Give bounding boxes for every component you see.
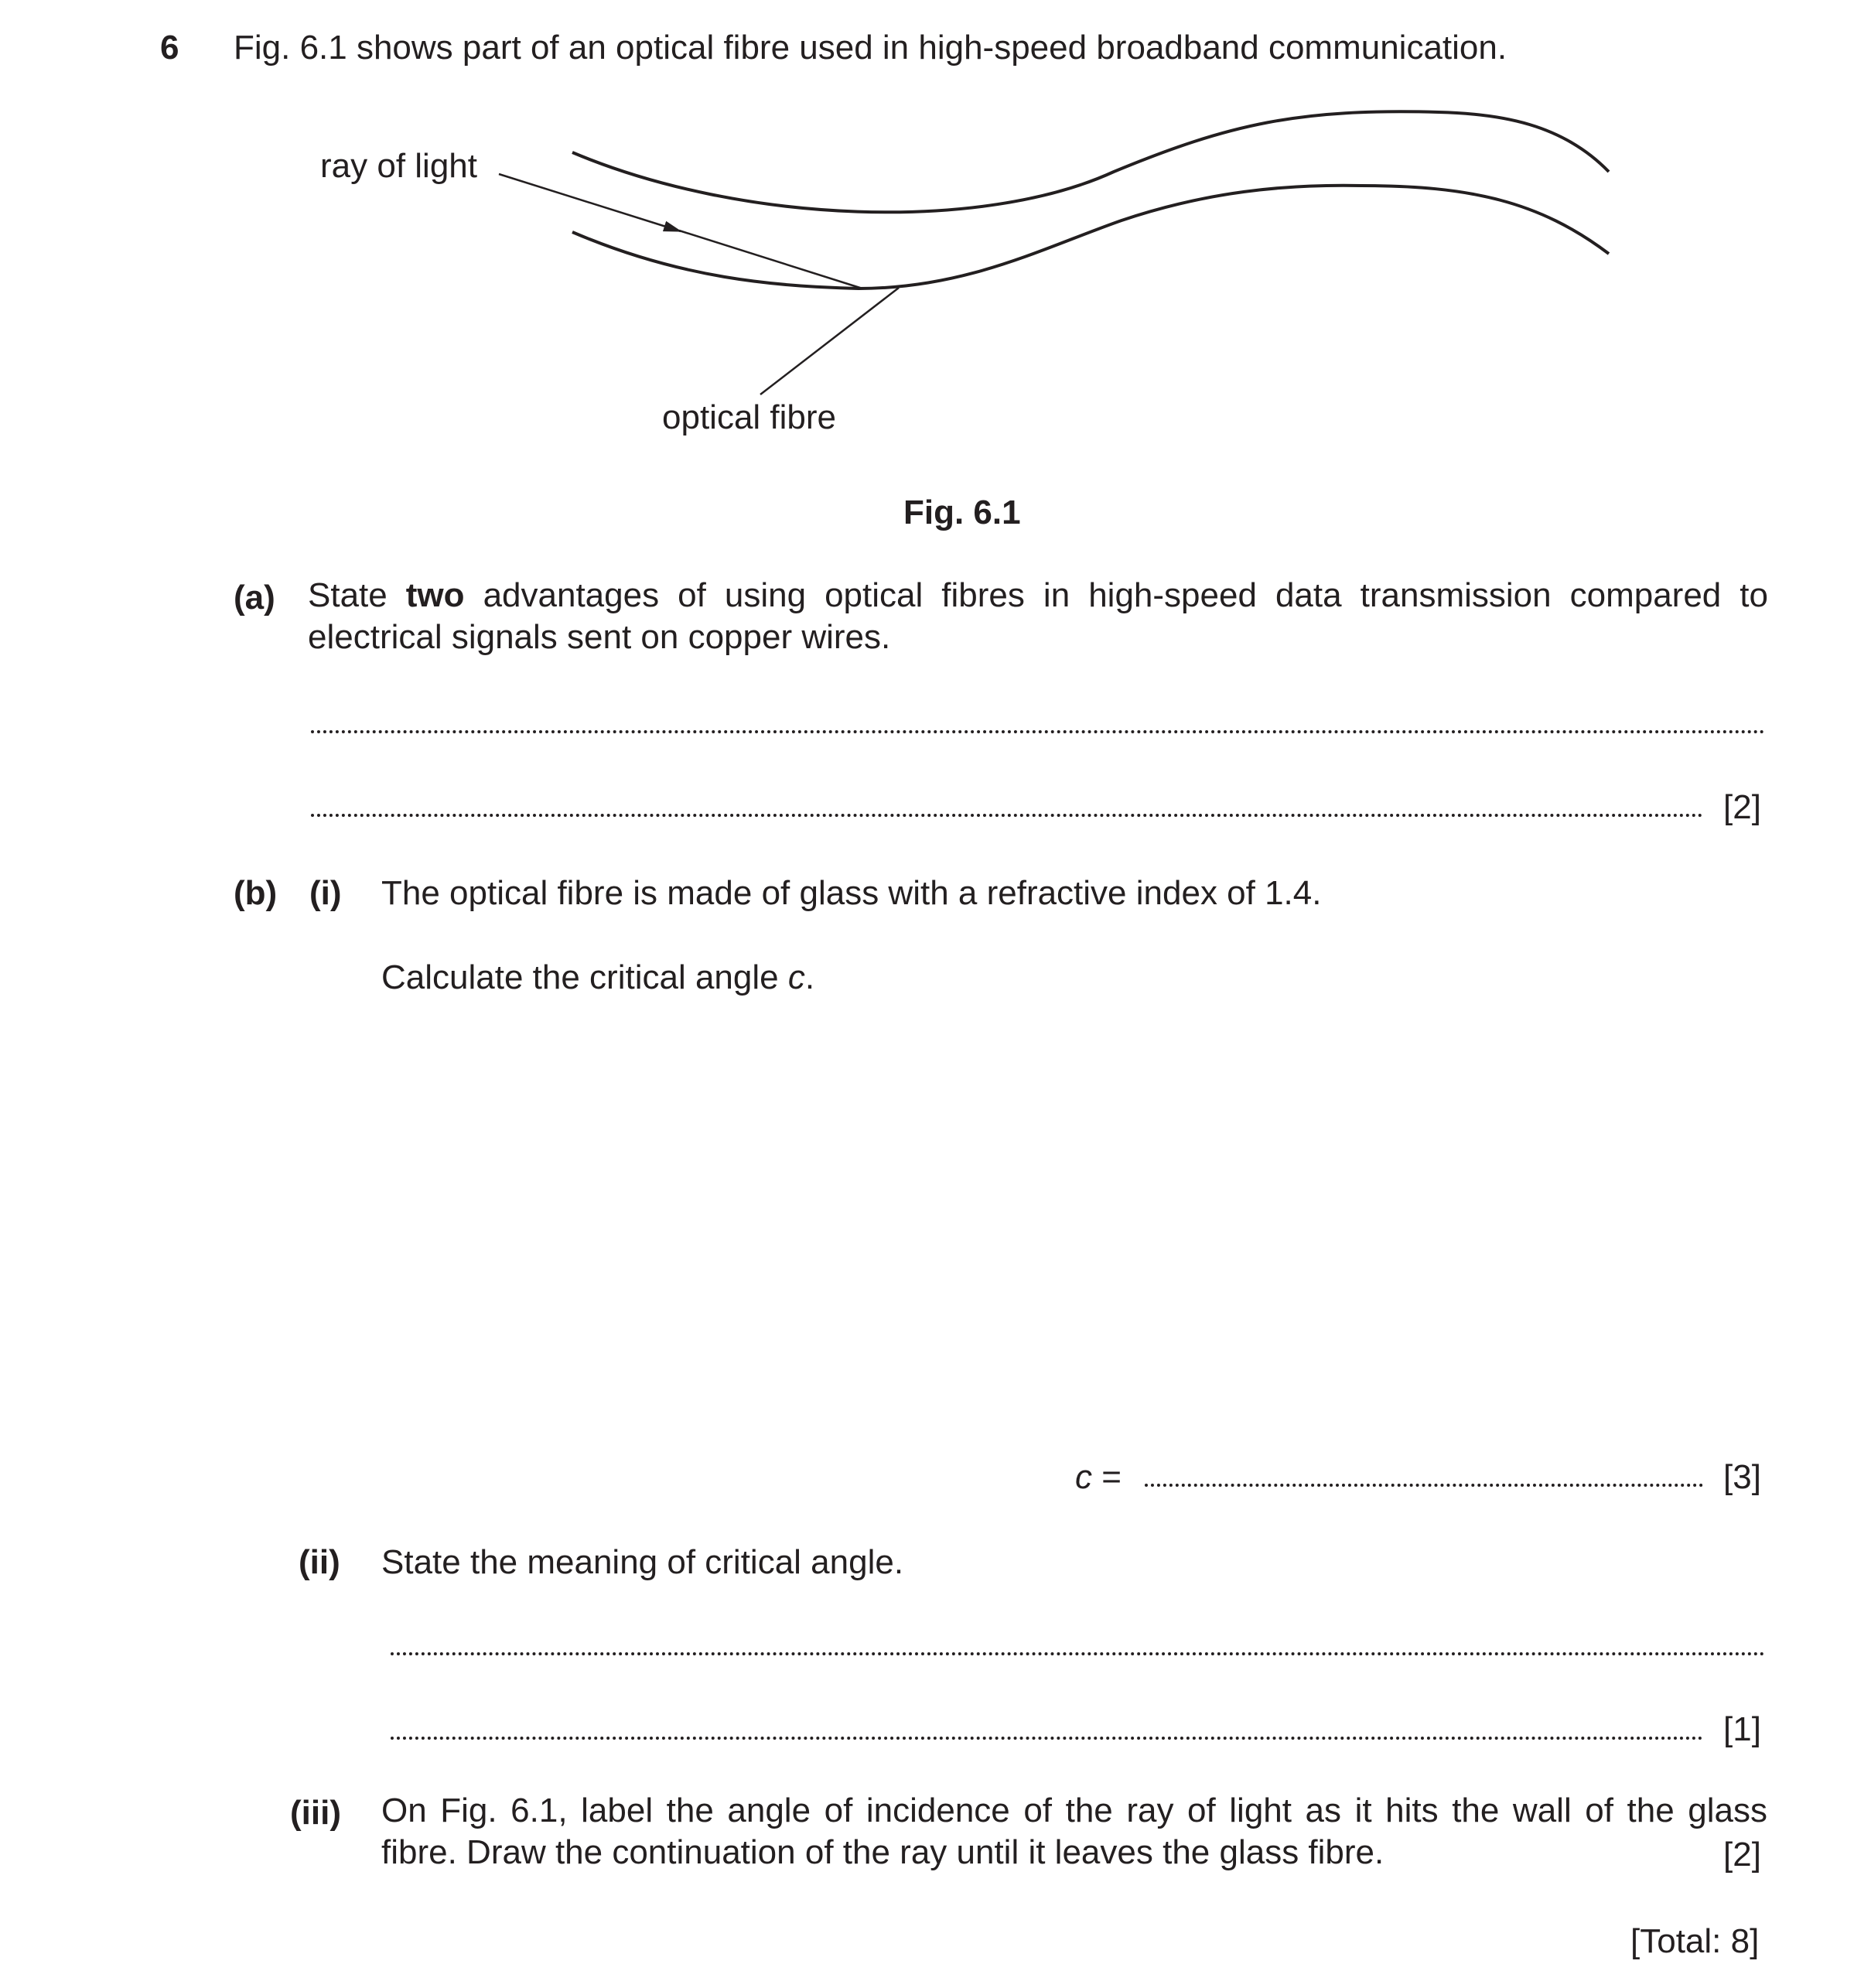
fibre-lower-wall: [572, 186, 1609, 289]
part-b-ii-text: State the meaning of critical angle.: [381, 1543, 904, 1581]
critical-angle-answer-label: [1075, 1457, 1122, 1498]
part-b-ii-answer-line-1[interactable]: [391, 1652, 1765, 1655]
question-intro: Fig. 6.1 shows part of an optical fibre used in high-speed broadband communication.: [234, 29, 1507, 67]
part-b-ii-label: (ii): [299, 1543, 340, 1581]
part-b-i-label: (i): [309, 874, 342, 912]
total-marks: [Total: 8]: [1630, 1922, 1760, 1960]
part-a-text-post: advantages of using optical fibres in high-speed data transmission compared to electrical signals sent on copper wires.: [308, 576, 1769, 656]
part-a-text-bold: two: [405, 576, 465, 614]
part-a-label: (a): [234, 579, 275, 617]
ray-of-light-continuation: [679, 231, 862, 289]
optical-fibre-label: optical fibre: [662, 398, 837, 436]
part-a-question: [308, 575, 1768, 658]
part-b-i-text: The optical fibre is made of glass with a refractive index of 1.4.: [381, 874, 1322, 912]
part-a-answer-line-2[interactable]: [311, 814, 1703, 817]
part-b-i-instruction-post: .: [804, 958, 815, 996]
part-b-iii-text: On Fig. 6.1, label the angle of incidence of the ray of light as it hits the wall of the glass fibre. Draw the continuation of the ray until it leaves the glass fibre.: [381, 1792, 1767, 1871]
fibre-upper-wall: [572, 111, 1609, 212]
critical-angle-answer-line[interactable]: [1145, 1484, 1703, 1487]
critical-angle-equals: =: [1092, 1458, 1122, 1496]
figure-caption: Fig. 6.1: [903, 494, 1021, 531]
optical-fibre-diagram: [0, 0, 1871, 541]
part-b-label: (b): [234, 874, 278, 912]
part-b-i-marks: [3]: [1723, 1458, 1761, 1496]
optical-fibre-pointer: [760, 288, 899, 395]
part-b-iii-marks: [2]: [1723, 1836, 1761, 1874]
part-b-iii-label: (iii): [290, 1794, 341, 1832]
part-b-ii-answer-line-2[interactable]: [391, 1737, 1703, 1740]
part-b-i-instruction-var: c: [787, 958, 805, 996]
part-b-i-instruction-pre: Calculate the critical angle: [381, 958, 788, 996]
ray-of-light-label: ray of light: [320, 147, 477, 185]
part-a-answer-line-1[interactable]: [311, 730, 1765, 733]
critical-angle-var: c: [1075, 1458, 1092, 1496]
question-number: 6: [160, 29, 179, 67]
part-a-text-pre: State: [308, 576, 406, 614]
part-a-marks: [2]: [1723, 788, 1761, 826]
part-b-ii-marks: [1]: [1723, 1710, 1761, 1748]
ray-of-light-line: [499, 174, 681, 231]
part-b-i-instruction: [381, 958, 814, 999]
